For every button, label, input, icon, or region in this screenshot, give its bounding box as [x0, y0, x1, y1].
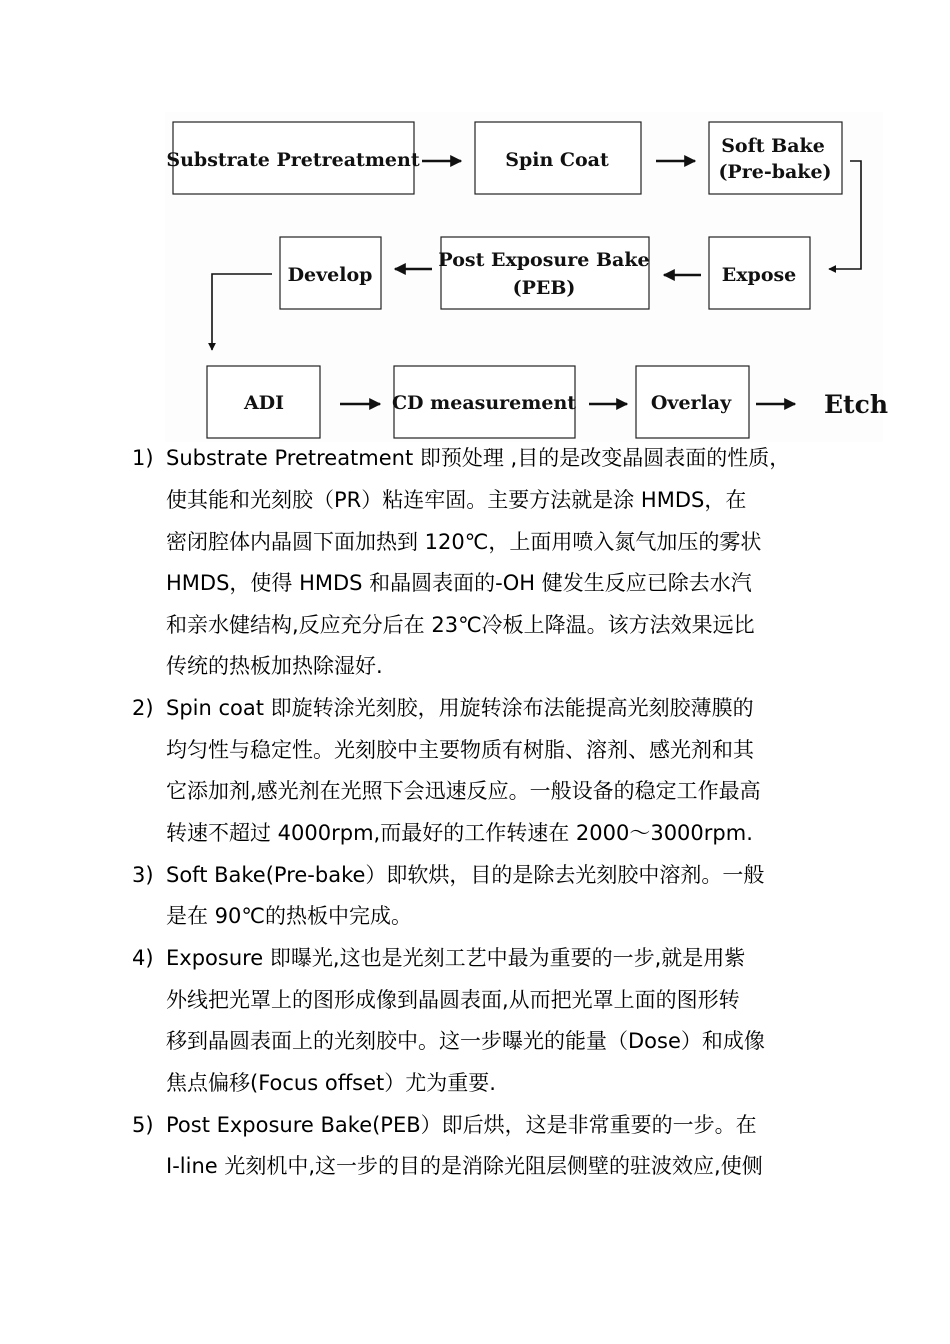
- node-overlay: [636, 366, 749, 438]
- list-item-line: 传统的热板加热除湿好.: [166, 654, 383, 678]
- node-cd-measurement: [392, 366, 576, 438]
- node-expose: [709, 237, 810, 309]
- list-item-line: 均匀性与稳定性。光刻胶中主要物质有树脂、溶剂、感光剂和其: [166, 738, 754, 762]
- list-item-line: Soft Bake(Pre-bake）即软烘，目的是除去光刻胶中溶剂。一般: [166, 863, 765, 887]
- list-item-number: 4): [132, 946, 154, 970]
- node-peb-label-line2: (PEB): [512, 277, 576, 299]
- node-peb: [438, 237, 649, 309]
- node-develop-label: Develop: [287, 264, 373, 286]
- list-item-line: 转速不超过 4000rpm,而最好的工作转速在 2000～3000rpm.: [166, 821, 753, 845]
- node-substrate-pretreatment: [166, 122, 419, 194]
- node-soft-bake-label-line2: (Pre-bake): [718, 161, 832, 183]
- node-spin-coat: [475, 122, 641, 194]
- list-item-line: Spin coat 即旋转涂光刻胶，用旋转涂布法能提高光刻胶薄膜的: [166, 696, 754, 720]
- list-item-line: 是在 90℃的热板中完成。: [166, 904, 412, 928]
- list-item-number: 5): [132, 1113, 154, 1137]
- node-cd-measurement-label: CD measurement: [391, 392, 577, 414]
- list-item-line: 使其能和光刻胶（PR）粘连牢固。主要方法就是涂 HMDS，在: [166, 488, 747, 512]
- list-item-line: 移到晶圆表面上的光刻胶中。这一步曝光的能量（Dose）和成像: [166, 1029, 765, 1053]
- list-item-line: HMDS，使得 HMDS 和晶圆表面的-OH 健发生反应已除去水汽: [166, 571, 752, 595]
- node-overlay-label: Overlay: [650, 392, 732, 414]
- list-item-line: 密闭腔体内晶圆下面加热到 120℃，上面用喷入氮气加压的雾状: [166, 530, 762, 554]
- list-item-line: 它添加剂,感光剂在光照下会迅速反应。一般设备的稳定工作最高: [166, 779, 761, 803]
- list-item-line: 和亲水健结构,反应充分后在 23℃冷板上降温。该方法效果远比: [166, 613, 755, 637]
- etch-label: Etch: [824, 390, 889, 419]
- list-item-line: I-line 光刻机中,这一步的目的是消除光阻层侧壁的驻波效应,使侧: [166, 1154, 763, 1178]
- list-item-line: Exposure 即曝光,这也是光刻工艺中最为重要的一步,就是用紫: [166, 946, 746, 970]
- list-item-number: 1): [132, 446, 154, 470]
- list-item-line: 外线把光罩上的图形成像到晶圆表面,从而把光罩上面的图形转: [166, 988, 740, 1012]
- list-item-number: 2): [132, 696, 154, 720]
- node-adi-label: ADI: [243, 392, 285, 414]
- node-spin-coat-label: Spin Coat: [505, 149, 609, 171]
- node-soft-bake: [709, 122, 842, 194]
- node-develop: [280, 237, 381, 309]
- list-item-number: 3): [132, 863, 154, 887]
- process-flow-diagram: [0, 0, 950, 450]
- node-adi: [207, 366, 320, 438]
- node-peb-label-line1: Post Exposure Bake: [438, 249, 650, 271]
- list-item-line: Substrate Pretreatment 即预处理 ,目的是改变晶圆表面的性质，: [166, 446, 791, 470]
- node-expose-label: Expose: [721, 264, 797, 286]
- node-soft-bake-label-line1: Soft Bake: [721, 135, 825, 157]
- node-substrate-pretreatment-label: Substrate Pretreatment: [166, 149, 420, 171]
- list-item-line: 焦点偏移(Focus offset）尤为重要.: [166, 1071, 496, 1095]
- list-item-line: Post Exposure Bake(PEB）即后烘，这是非常重要的一步。在: [166, 1113, 757, 1137]
